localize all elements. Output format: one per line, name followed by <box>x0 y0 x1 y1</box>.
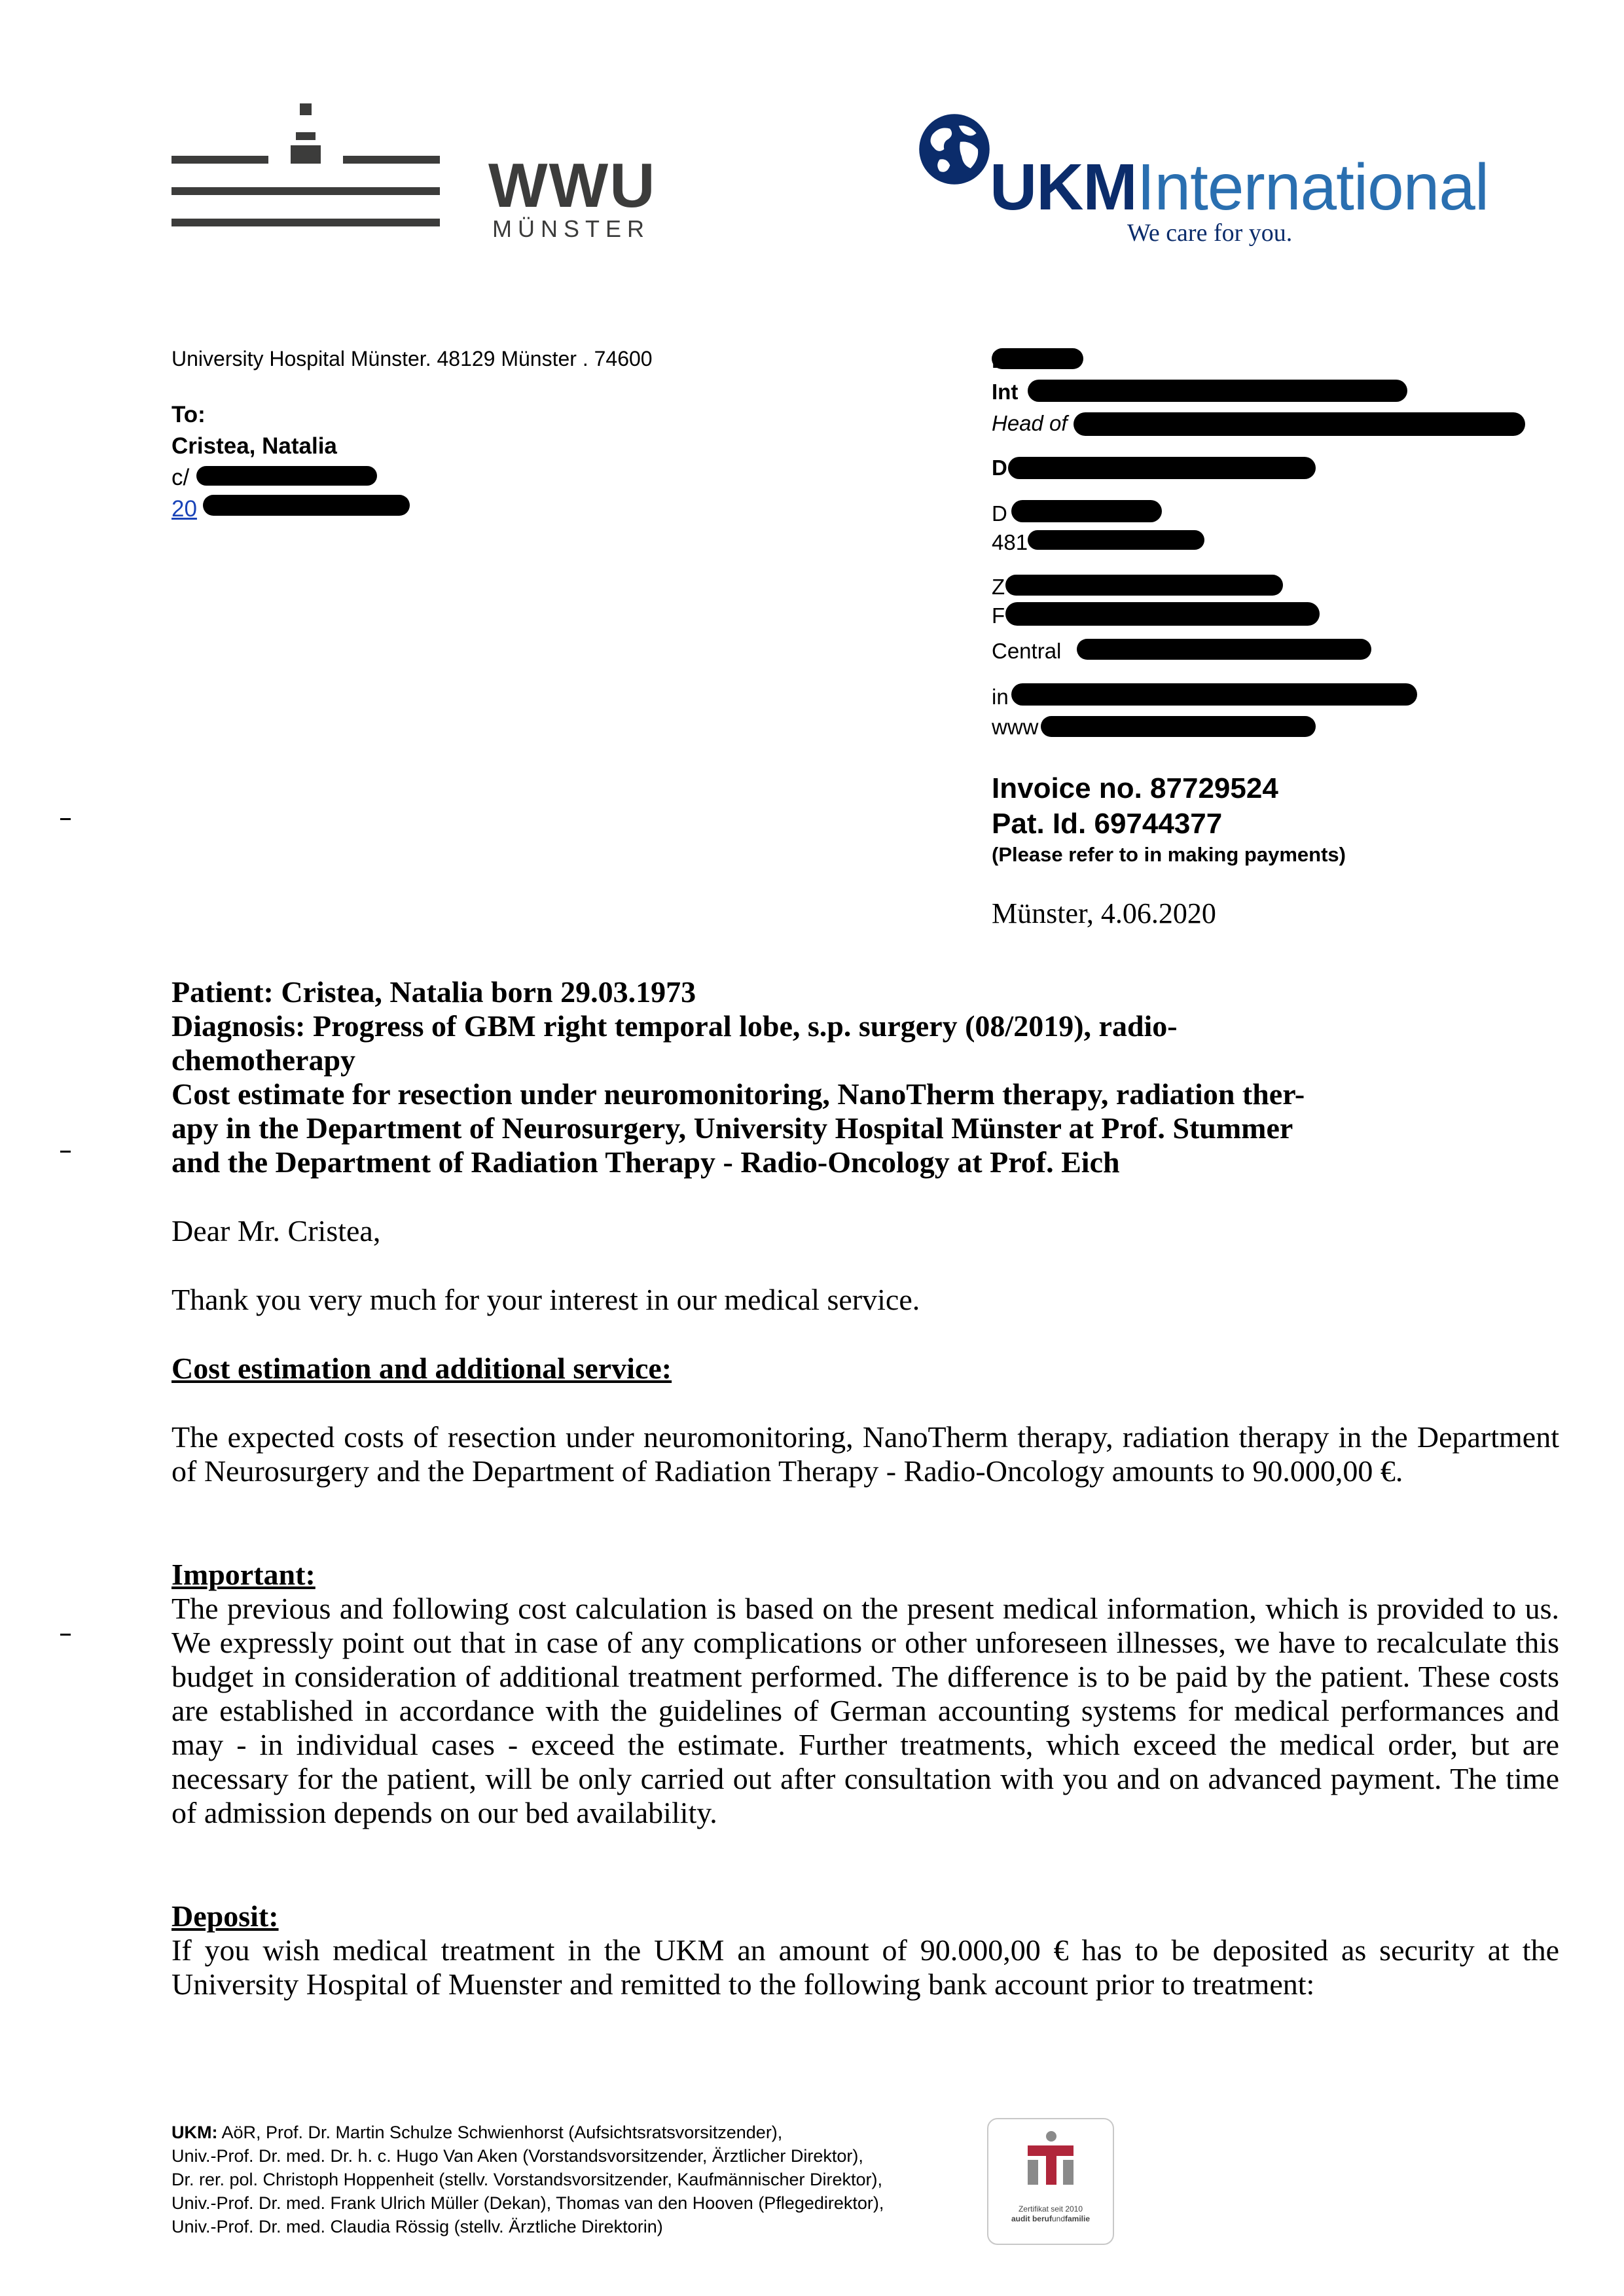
recipient-name: Cristea, Natalia <box>171 433 337 459</box>
certificate-since: Zertifikat seit 2010 <box>1018 2204 1083 2214</box>
cost-estimation-paragraph: The expected costs of resection under neuromonitoring, NanoTherm therapy, radiation therapy in the Department of Neurosurgery and the Department of Radiation Therapy - Radio-Oncology amounts to 90.000,00 €. <box>171 1420 1559 1488</box>
redaction-contact-4 <box>1008 457 1316 479</box>
redaction-contact-3 <box>1074 412 1525 436</box>
subject-cost-estimate: Cost estimate for resection under neuromonitoring, NanoTherm therapy, radiation ther- <box>171 1077 1305 1111</box>
fold-mark <box>60 818 71 820</box>
contact-line-5: D <box>992 501 1007 526</box>
return-address: University Hospital Münster. 48129 Münster . 74600 <box>171 347 653 370</box>
contact-line-2: Int <box>992 380 1019 404</box>
redaction-contact-8 <box>1005 602 1320 626</box>
footer-line-1 <box>171 2121 884 2144</box>
ukm-logo-name-light: International <box>1136 151 1489 224</box>
redaction-contact-7 <box>1005 575 1283 596</box>
footer-line-1-text: AöR, Prof. Dr. Martin Schulze Schwienhorst (Aufsichtsratsvorsitzender), <box>217 2123 783 2142</box>
cost-estimation-heading: Cost estimation and additional service: <box>171 1352 672 1385</box>
subject-patient: Patient: Cristea, Natalia born 29.03.1973 <box>171 975 696 1009</box>
important-heading: Important: <box>171 1558 316 1591</box>
wwu-logo-subtitle: MÜNSTER <box>492 215 650 242</box>
redaction-contact-1 <box>992 348 1083 369</box>
contact-line-3: Head of <box>992 411 1068 435</box>
redaction-contact-10 <box>1011 683 1417 706</box>
audit-certificate-badge <box>987 2118 1114 2245</box>
contact-line-4: D <box>992 456 1007 480</box>
payment-reference-note: (Please refer to in making payments) <box>992 843 1346 866</box>
audit-logo-icon <box>988 2119 1113 2204</box>
redaction-recipient-address <box>196 466 377 486</box>
subject-cost-estimate-cont: apy in the Department of Neurosurgery, University Hospital Münster at Prof. Stummer <box>171 1111 1293 1145</box>
redaction-recipient-email <box>203 495 410 516</box>
wwu-logo <box>171 103 656 247</box>
contact-line-7: Z <box>992 575 1005 599</box>
patient-id: Pat. Id. 69744377 <box>992 808 1223 840</box>
subject-cost-estimate-cont: and the Department of Radiation Therapy - Radio-Oncology at Prof. Eich <box>171 1145 1120 1179</box>
contact-line-6: 481 <box>992 530 1028 554</box>
globe-icon <box>918 113 991 186</box>
redaction-contact-11 <box>1041 716 1316 737</box>
deposit-heading: Deposit: <box>171 1899 279 1933</box>
contact-line-11: www <box>992 715 1039 739</box>
footer-line-2: Univ.-Prof. Dr. med. Dr. h. c. Hugo Van Aken (Vorstandsvorsitzender, Ärztlicher Direktor), <box>171 2146 863 2166</box>
footer-ukm-label: UKM: <box>171 2123 218 2142</box>
contact-line-8: F <box>992 603 1005 628</box>
place-and-date: Münster, 4.06.2020 <box>992 897 1216 929</box>
ukm-logo-name-bold: UKM <box>990 151 1137 224</box>
footer-line-3: Dr. rer. pol. Christoph Hoppenheit (stellv. Vorstandsvorsitzender, Kaufmännischer Direktor), <box>171 2170 882 2189</box>
important-paragraph: The previous and following cost calculation is based on the present medical information, which is provided to us. We expressly point out that in case of any complications or other unforeseen illnesses, we have to recalculate this budget in consideration of additional treatment performed. The difference is to be paid by the patient. These costs are established in accordance with the guidelines of German accounting systems for medical performances and may - in individual cases - exceed the estimate. Further treatments, which exceed the medical order, but are necessary for the patient, will be only carried out after consultation with you and on advanced payment. The time of admission depends on our bed availability. <box>171 1592 1559 1829</box>
certificate-audit-b: und <box>1051 2214 1065 2223</box>
recipient-email-link[interactable]: 20 <box>171 496 197 522</box>
contact-line-10: in <box>992 685 1009 709</box>
certificate-audit-label <box>988 2214 1113 2224</box>
invoice-block <box>992 771 1346 868</box>
subject-block <box>171 975 1559 1179</box>
redaction-contact-5 <box>1011 500 1162 522</box>
footer-board-info <box>171 2121 884 2238</box>
certificate-audit-a: audit beruf <box>1011 2214 1052 2223</box>
redaction-contact-2 <box>1028 380 1407 402</box>
recipient-to-label: To: <box>171 402 206 427</box>
contact-line-9: Central <box>992 639 1062 663</box>
redaction-contact-6 <box>1028 530 1204 550</box>
invoice-number: Invoice no. 87729524 <box>992 772 1278 804</box>
subject-diagnosis-cont: chemotherapy <box>171 1043 356 1077</box>
deposit-paragraph: If you wish medical treatment in the UKM an amount of 90.000,00 € has to be deposited as security at the University Hospital of Muenster and remitted to the following bank account prior to treatment: <box>171 1933 1559 2001</box>
fold-mark <box>60 1634 71 1636</box>
ukm-logo-title <box>990 151 1489 224</box>
redaction-contact-9 <box>1077 639 1371 660</box>
wwu-logo-title: WWU <box>488 151 657 221</box>
salutation: Dear Mr. Cristea, <box>171 1214 381 1247</box>
footer-line-4: Univ.-Prof. Dr. med. Frank Ulrich Müller (Dekan), Thomas van den Hooven (Pflegedirektor), <box>171 2193 884 2213</box>
subject-diagnosis: Diagnosis: Progress of GBM right temporal lobe, s.p. surgery (08/2019), radio- <box>171 1009 1178 1043</box>
fold-mark <box>60 1151 71 1153</box>
recipient-address-line: c/ <box>171 465 190 490</box>
certificate-text <box>988 2204 1113 2224</box>
certificate-audit-c: familie <box>1065 2214 1091 2223</box>
ukm-logo-tagline: We care for you. <box>1127 219 1293 247</box>
thanks-paragraph: Thank you very much for your interest in our medical service. <box>171 1283 920 1316</box>
footer-line-5: Univ.-Prof. Dr. med. Claudia Rössig (stellv. Ärztliche Direktorin) <box>171 2217 663 2236</box>
ukm-international-logo <box>918 113 1489 257</box>
